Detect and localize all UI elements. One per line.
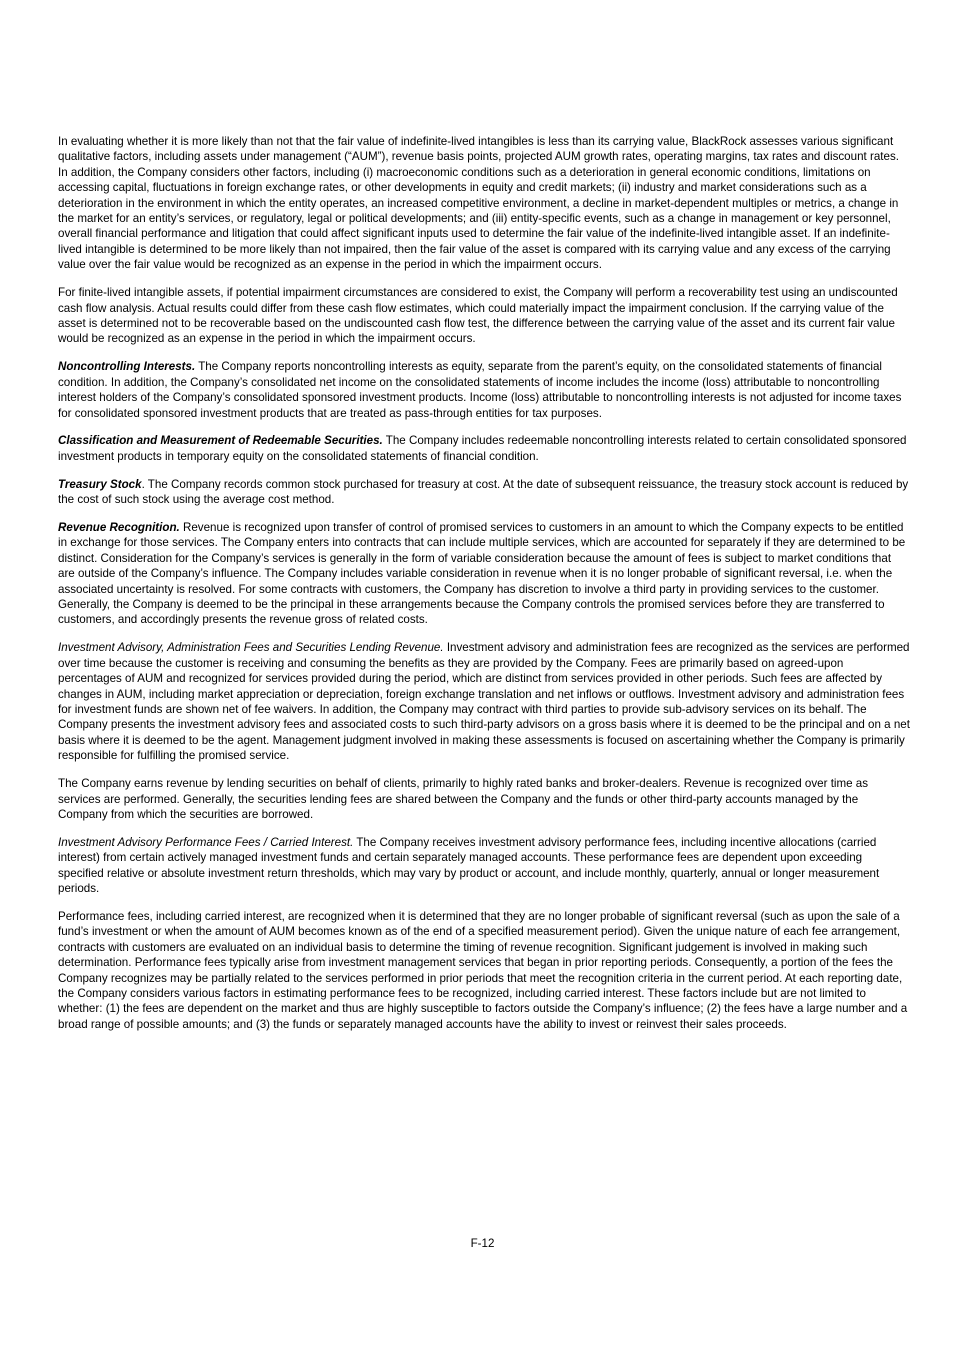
paragraph-securities-lending bbox=[58, 776, 910, 822]
section-heading: Classification and Measurement of Redeemable Securities. bbox=[58, 434, 383, 448]
paragraph-indefinite-lived-intangibles bbox=[58, 134, 910, 273]
paragraph-text: Performance fees, including carried interest, are recognized when it is determined that they are no longer probable of significant reversal (such as upon the sale of a fund’s investment or when the amount of AUM becomes known as of the end of a specified measurement period). Given the unique nature of each fee arrangement, contracts with customers are evaluated on an individual basis to determine the timing of revenue recognition. Significant judgement is involved in making such determination. Performance fees typically arise from investment management services that began in prior reporting periods. Consequently, a portion of the fees the Company recognizes may be partially related to the services performed in prior periods that meet the recognition criteria in the current period. At each reporting date, the Company considers various factors in estimating performance fees to be recognized, including carried interest. These factors include but are not limited to whether: (1) the fees are dependent on the market and thus are highly susceptible to factors outside the Company’s influence; (2) the fees have a large number and a broad range of possible amounts; and (3) the funds or separately managed accounts have the ability to invest or reinvest their sales proceeds. bbox=[58, 909, 908, 1031]
paragraph-text: Investment advisory and administration fees are recognized as the services are performed over time because the customer is receiving and consuming the benefits as they are provided by the Company. Fees are primarily based on agreed-upon percentages of AUM and recognized for services provided during the period, which are distinct from services provided in other periods. Such fees are affected by changes in AUM, including market appreciation or depreciation, foreign exchange translation and net inflows or outflows. Investment advisory and administration fees for investment funds are shown net of fee waivers. In addition, the Company may contract with third parties to provide sub-advisory services on its behalf. The Company presents the investment advisory fees and associated costs to such third-party advisors on a gross basis where it is deemed to be the principal and on a net basis where it is deemed to be the agent. Management judgment involved in making these assessments is focused on ascertaining whether the Company is primarily responsible for fulfilling the promised service. bbox=[58, 641, 910, 763]
paragraph-text: The Company includes redeemable noncontrolling interests related to certain consolidated sponsored investment products in temporary equity on the consolidated statements of financial condition. bbox=[58, 434, 907, 463]
paragraph-revenue-recognition bbox=[58, 520, 910, 628]
section-subheading: Investment Advisory Performance Fees / Carried Interest. bbox=[58, 835, 354, 849]
paragraph-redeemable-securities bbox=[58, 433, 910, 464]
paragraph-noncontrolling-interests bbox=[58, 359, 910, 421]
section-heading: Revenue Recognition. bbox=[58, 521, 180, 535]
paragraph-text: The Company earns revenue by lending securities on behalf of clients, primarily to highly rated banks and broker-dealers. Revenue is recognized over time as services are performed. Generally, the securities lending fees are shared between the Company and the funds or other third-party accounts managed by the Company from which the securities are borrowed. bbox=[58, 777, 869, 821]
paragraph-text: Revenue is recognized upon transfer of control of promised services to customers in an amount to which the Company expects to be entitled in exchange for those services. The Company enters into contracts that can include multiple services, which are accounted for separately if they are determined to be distinct. Consideration for the Company’s services is generally in the form of variable consideration because the amount of fees is subject to market conditions that are outside of the Company’s influence. The Company includes variable consideration in revenue when it is no longer probable of significant reversal, i.e. when the associated uncertainty is resolved. For some contracts with customers, the Company has discretion to involve a third party in providing services to the customer. Generally, the Company is deemed to be the principal in these arrangements because the Company controls the promised services before they are transferred to customers, and accordingly presents the revenue gross of related costs. bbox=[58, 521, 906, 627]
document-body bbox=[58, 134, 910, 1045]
paragraph-finite-lived-intangibles bbox=[58, 285, 910, 347]
paragraph-text: In evaluating whether it is more likely than not that the fair value of indefinite-lived intangibles is less than its carrying value, BlackRock assesses various significant qualitative factors, including assets under management (“AUM”), revenue basis points, projected AUM growth rates, operating margins, tax rates and discount rates. In addition, the Company considers other factors, including (i) macroeconomic conditions such as a deterioration in general economic conditions, limitations on accessing capital, fluctuations in foreign exchange rates, or other developments in equity and credit markets; (ii) industry and market considerations such as a deterioration in the environment in which the entity operates, an increased competitive environment, a decline in market-dependent multiples or metrics, a change in the market for an entity’s services, or regulatory, legal or political developments; and (iii) entity-specific events, such as a change in management or key personnel, overall financial performance and litigation that could affect significant inputs used to determine the fair value of the indefinite-lived intangible asset. If an indefinite-lived intangible is determined to be more likely than not impaired, then the fair value of the asset is compared with its carrying value and any excess of the carrying value over the fair value would be recognized as an expense in the period in which the impairment occurs. bbox=[58, 135, 899, 272]
paragraph-advisory-admin-fees bbox=[58, 640, 910, 763]
paragraph-performance-fees-intro bbox=[58, 835, 910, 897]
section-heading: Noncontrolling Interests. bbox=[58, 360, 196, 374]
section-heading: Treasury Stock bbox=[58, 477, 142, 491]
paragraph-text: The Company receives investment advisory performance fees, including incentive allocations (carried interest) from certain actively managed investment funds and certain separately managed accounts. These performance fees are dependent upon exceeding specified relative or absolute investment return thresholds, which may vary by product or account, and include monthly, quarterly, annual or longer measurement periods. bbox=[58, 835, 880, 896]
paragraph-treasury-stock bbox=[58, 477, 910, 508]
paragraph-text: For finite-lived intangible assets, if potential impairment circumstances are considered to exist, the Company will perform a recoverability test using an undiscounted cash flow analysis. Actual results could differ from these cash flow estimates, which could materially impact the impairment conclusion. If the carrying value of the asset is determined not to be recoverable based on the undiscounted cash flow test, the difference between the carrying value of the asset and its current fair value would be recognized as an expense in the period in which the impairment occurs. bbox=[58, 286, 898, 346]
paragraph-performance-fees-recognition bbox=[58, 909, 910, 1032]
paragraph-text: . The Company records common stock purchased for treasury at cost. At the date of subsequent reissuance, the treasury stock account is reduced by the cost of such stock using the average cost method. bbox=[58, 477, 909, 507]
section-subheading: Investment Advisory, Administration Fees and Securities Lending Revenue. bbox=[58, 641, 444, 655]
page-number: F-12 bbox=[470, 1237, 495, 1250]
paragraph-text: The Company reports noncontrolling interests as equity, separate from the parent’s equity, on the consolidated statements of financial condition. In addition, the Company’s consolidated net income on the consolidated statements of income includes the income (loss) attributable to noncontrolling interest holders of the Company’s consolidated sponsored investment products. Income (loss) attributable to noncontrolling interests is not adjusted for income taxes for consolidated sponsored investment products that are treated as pass-through entities for tax purposes. bbox=[58, 360, 902, 420]
